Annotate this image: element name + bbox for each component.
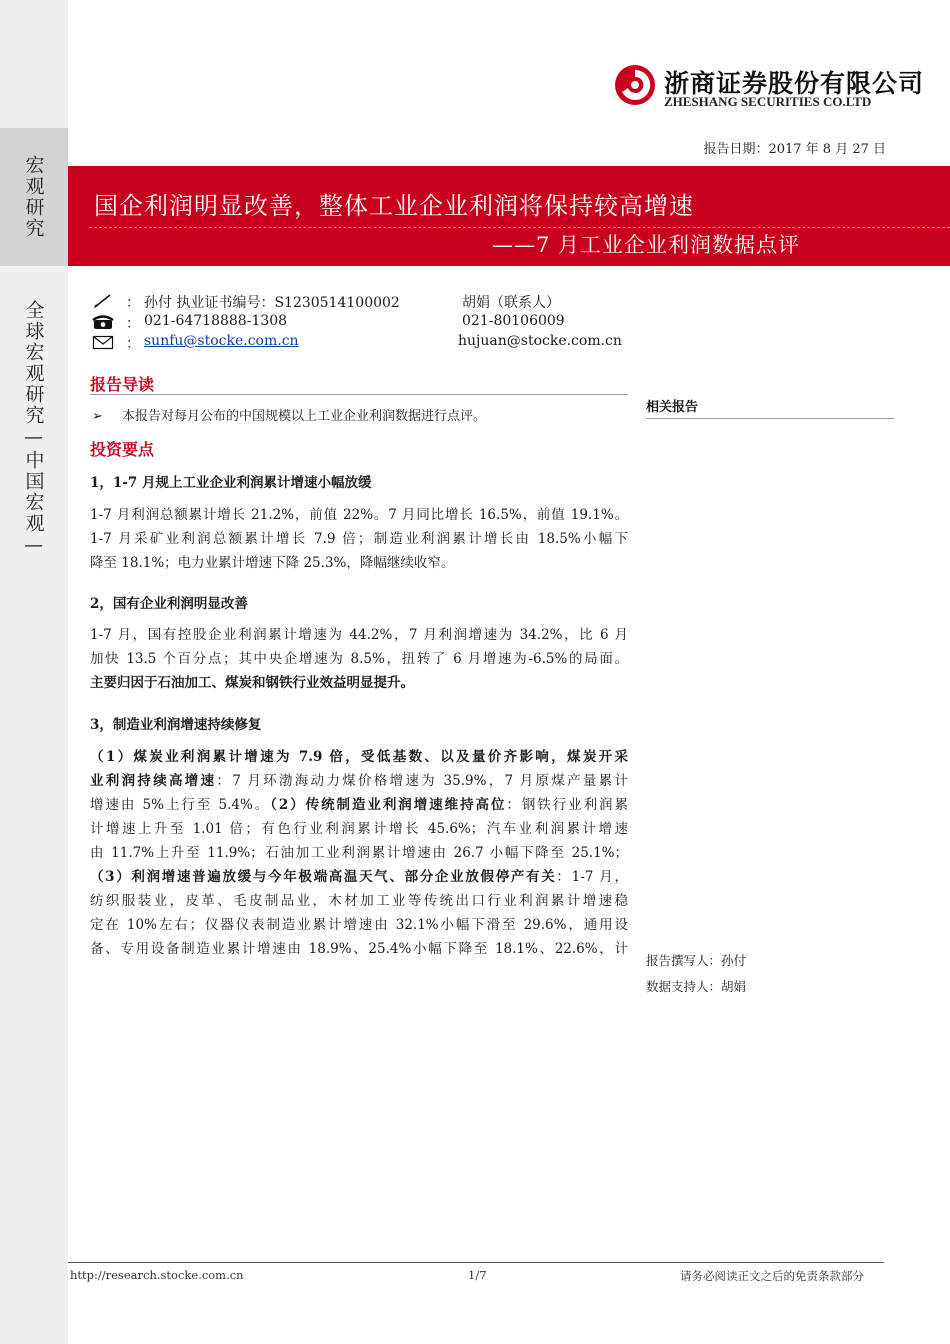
email-link-1[interactable]: sunfu@stocke.com.cn (144, 333, 299, 349)
email-row (90, 333, 630, 353)
page-number: 1/7 (468, 1268, 487, 1282)
s3-line-2 (90, 769, 628, 793)
s1-line: 1-7 月利润总额累计增长 21.2%，前值 22%。7 月同比增长 16.5%，前值 19.1%。 (90, 507, 628, 523)
section-2-body (90, 623, 628, 695)
sidebar-series-container (0, 300, 68, 558)
colon: ： (126, 316, 140, 332)
s2-bold-line: 主要归因于石油加工、煤炭和钢铁行业效益明显提升。 (90, 675, 414, 691)
title-banner (68, 166, 950, 266)
guide-bullet (92, 405, 486, 424)
s3-line-6 (90, 865, 628, 889)
author-row (90, 292, 630, 312)
s3-line-3-rest: ：钢铁行业利润累 (506, 797, 629, 813)
report-date: 报告日期：2017 年 8 月 27 日 (703, 142, 886, 157)
zheshang-logo-icon (614, 64, 656, 106)
s3-line-8: 定在 10%左右；仪器仪表制造业累计增速由 32.1%小幅下滑至 29.6%，通用设 (90, 917, 628, 933)
sidebar-category: 宏观研究 (22, 155, 45, 239)
s3-line-6-rest: ：1-7 月， (556, 869, 628, 885)
s1-line: 1-7 月采矿业利润总额累计增长 7.9 倍；制造业利润累计增长由 18.5%小幅下 (90, 531, 628, 547)
arrow-bullet-icon: ➢ (92, 409, 103, 424)
mail-icon (92, 334, 114, 350)
s3-line-4: 计增速上升至 1.01 倍；有色行业利润累计增长 45.6%；汽车业利润累计增速 (90, 821, 628, 837)
s3-line-7: 纺织服装业，皮革、毛皮制品业，木材加工业等传统出口行业利润累计增速稳 (90, 893, 628, 909)
s3-line-6-bold: （3）利润增速普遍放缓与今年极端高温天气、部分企业放假停产有关 (90, 869, 557, 885)
s3-line-5: 由 11.7%上升至 11.9%；石油加工业利润累计增速由 26.7 小幅下降至 25.1%； (90, 845, 628, 861)
phone-icon (92, 314, 114, 330)
phone-row (90, 313, 630, 333)
title-divider (89, 227, 950, 228)
s3-line-3 (90, 793, 628, 817)
contact-name: 胡娟（联系人） (462, 295, 560, 311)
colon: ： (126, 295, 140, 311)
section-3-title: 3，制造业利润增速持续修复 (90, 717, 262, 733)
report-writer: 报告撰写人：孙付 (646, 953, 747, 968)
company-name-en: ZHESHANG SECURITIES CO.LTD (664, 94, 872, 109)
pen-icon (92, 293, 114, 309)
author-line: 孙付 执业证书编号：S1230514100002 (144, 295, 400, 311)
phone-1: 021-64718888-1308 (144, 313, 288, 329)
phone-2: 021-80106009 (462, 313, 565, 329)
footer-disclaimer: 请务必阅读正文之后的免责条款部分 (680, 1269, 864, 1283)
footer-url[interactable]: http://research.stocke.com.cn (70, 1268, 244, 1282)
s3-line-9: 备、专用设备制造业累计增速由 18.9%、25.4%小幅下降至 18.1%、22.6%，计 (90, 941, 628, 957)
guide-divider (90, 394, 628, 395)
s3-line-3-pre: 增速由 5%上行至 5.4%。 (90, 797, 271, 813)
sidebar-series: 全球宏观研究—中国宏观— (22, 300, 45, 558)
s2-line: 加快 13.5 个百分点；其中央企增速为 8.5%，扭转了 6 月增速为-6.5%的局面。 (90, 651, 628, 667)
s3-line-3-bold: （2）传统制造业利润增速维持高位 (270, 797, 507, 813)
guide-text: 本报告对每月公布的中国规模以上工业企业利润数据进行点评。 (122, 409, 487, 424)
key-points-heading: 投资要点 (90, 440, 155, 459)
section-2-title: 2，国有企业利润明显改善 (90, 596, 248, 612)
s3-line-2-bold: 业利润持续高增速 (90, 773, 217, 789)
related-divider (646, 418, 894, 419)
colon: ： (126, 336, 140, 352)
s3-line-1: （1）煤炭业利润累计增速为 7.9 倍，受低基数、以及量价齐影响，煤炭开采 (90, 749, 628, 765)
company-name-cn: 浙商证券股份有限公司 (664, 69, 925, 98)
s2-line: 1-7 月，国有控股企业利润累计增速为 44.2%，7 月利润增速为 34.2%，比 6 月 (90, 627, 628, 643)
sidebar-category-tab (0, 128, 68, 266)
s1-line: 降至 18.1%；电力业累计增速下降 25.3%，降幅继续收窄。 (90, 555, 455, 571)
email-2: hujuan@stocke.com.cn (458, 333, 622, 349)
guide-heading: 报告导读 (90, 375, 155, 394)
related-reports-heading: 相关报告 (646, 400, 699, 415)
report-subtitle: ——7 月工业企业利润数据点评 (491, 233, 800, 257)
s3-line-2-rest: ：7 月环渤海动力煤价格增速为 35.9%，7 月原煤产量累计 (216, 773, 628, 789)
footer-divider (68, 1262, 884, 1263)
data-support: 数据支持人：胡娟 (646, 979, 747, 994)
section-1-body (90, 503, 628, 575)
report-title: 国企利润明显改善，整体工业企业利润将保持较高增速 (94, 192, 694, 220)
section-1-title: 1，1-7 月规上工业企业利润累计增速小幅放缓 (90, 475, 372, 491)
section-3-body (90, 745, 628, 961)
